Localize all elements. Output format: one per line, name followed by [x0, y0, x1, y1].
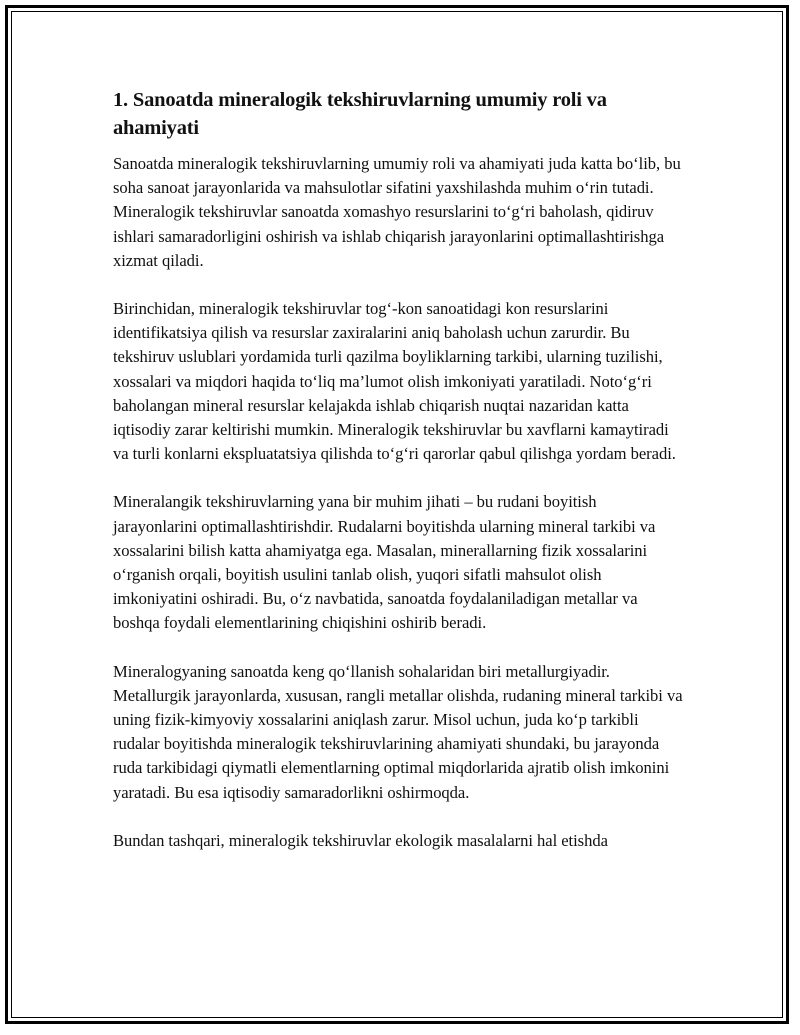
paragraph-2: Birinchidan, mineralogik tekshiruvlar tog‘-kon sanoatidagi kon resurslarini identifikatsiya qilish va resurslar zaxiralarini aniq baholash uchun zarurdir. Bu tekshiruv uslublari yordamida turli qazilma boyliklarning tarkibi, ularning tuzilishi, xossalari va miqdori haqida to‘liq ma’lumot olish imkoniyati yaratiladi. Noto‘g‘ri baholangan mineral resurslar kelajakda ishlab chiqarish nuqtai nazaridan katta iqtisodiy zarar keltirishi mumkin. Mineralogik tekshiruvlar bu xavflarni kamaytiradi va turli konlarni ekspluatatsiya qilishda to‘g‘ri qarorlar qabul qilishga yordam beradi.	[113, 299, 676, 464]
paragraph-4: Mineralogyaning sanoatda keng qo‘llanish sohalaridan biri metallurgiyadir. Metallurgik jarayonlarda, xususan, rangli metallar olishda, rudaning mineral tarkibi va uning fizik-kimyoviy xossalarini aniqlash zarur. Misol uchun, juda ko‘p tarkibli rudalar boyitishda mineralogik tekshiruvlarining ahamiyati shundaki, bu jarayonda ruda tarkibidagi qiymatli elementlarning optimal miqdorlarida ajratib olish imkonini yaratadi. Bu esa iqtisodiy samaradorlikni oshirmoqda.	[113, 661, 683, 802]
paragraph-3: Mineralangik tekshiruvlarning yana bir muhim jihati – bu rudani boyitish jarayonlarini optimallashtirishdir. Rudalarni boyitishda ularning mineral tarkibi va xossalarini bilish katta ahamiyatga ega. Masalan, minerallarning fizik xossalarini o‘rganish orqali, boyitish usulini tanlab olish, yuqori sifatli mahsulot olish imkoniyatini oshiradi. Bu, o‘z navbatida, sanoatda foydalaniladigan metallar va boshqa foydali elementlarining chiqishini oshirib beradi.	[113, 492, 656, 633]
paragraph-5: Bundan tashqari, mineralogik tekshiruvlar ekologik masalalarni hal etishda	[113, 830, 608, 850]
section-heading: 1. Sanoatda mineralogik tekshiruvlarning umumiy roli va ahamiyati	[113, 89, 607, 139]
paragraph-1: Sanoatda mineralogik tekshiruvlarning umumiy roli va ahamiyati juda katta bo‘lib, bu soha sanoat jarayonlarida va mahsulotlar sifatini yaxshilashda muhim o‘rin tutadi. Mineralogik tekshiruvlar sanoatda xomashyo resurslarini to‘g‘ri baholash, qidiruv ishlari samaradorligini oshirish va ishlab chiqarish jarayonlarini optimallashtirishga xizmat qiladi.	[113, 154, 681, 270]
document-body	[113, 86, 683, 877]
